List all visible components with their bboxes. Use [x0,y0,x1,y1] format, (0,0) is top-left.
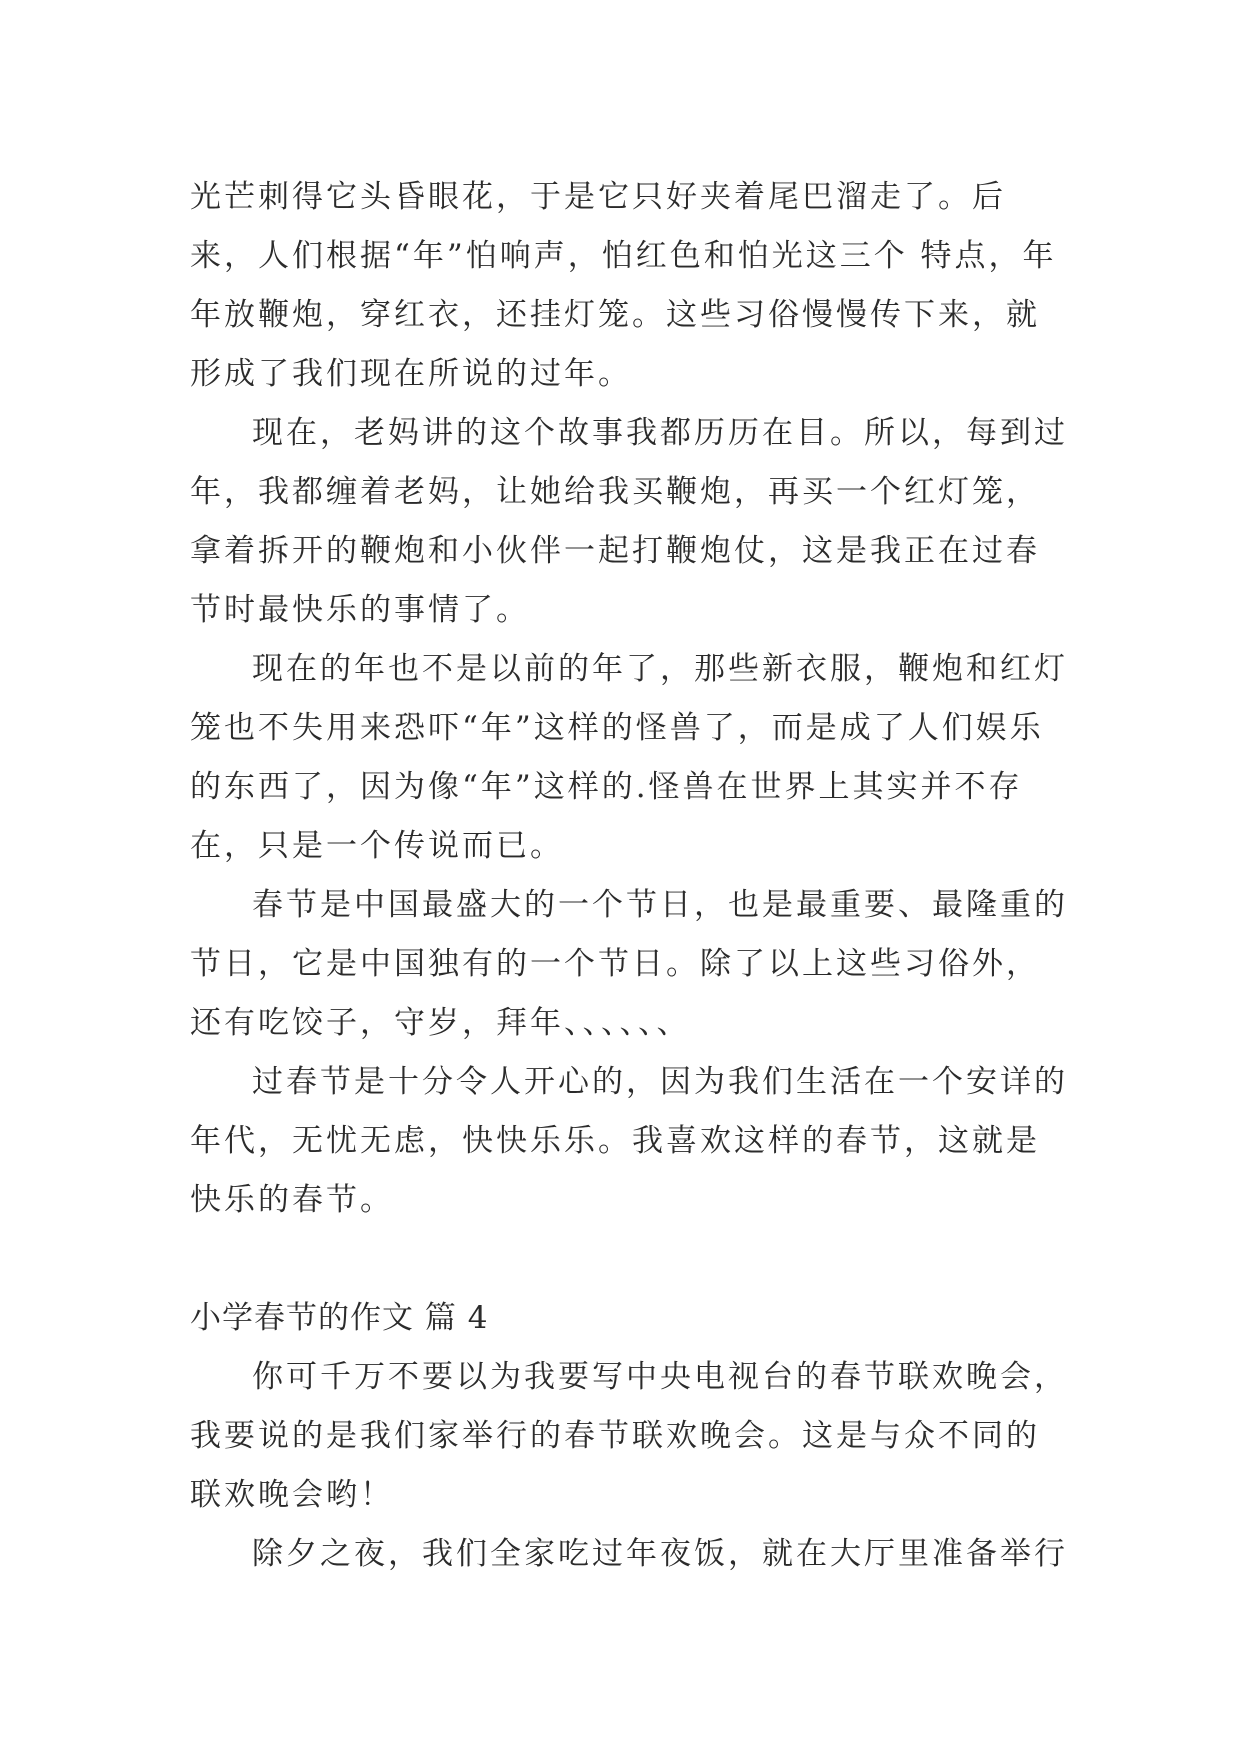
section-heading: 小学春节的作文 篇 4 [190,1300,489,1336]
document-body [190,168,1070,1584]
section-spacer [190,1230,1070,1289]
paragraph-continued: 光芒刺得它头昏眼花，于是它只好夹着尾巴溜走了。后来，人们根据“年”怕响声，怕红色和怕光这三个 特点，年年放鞭炮，穿红衣，还挂灯笼。这些习俗慢慢传下来，就形成了我们现在所说的过年。 [190,179,1057,392]
paragraph: 春节是中国最盛大的一个节日，也是最重要、最隆重的节日，它是中国独有的一个节日。除了以上这些习俗外，还有吃饺子，守岁，拜年、、、、、、 [190,887,1068,1041]
paragraph: 过春节是十分令人开心的，因为我们生活在一个安详的年代，无忧无虑，快快乐乐。我喜欢这样的春节，这就是快乐的春节。 [190,1064,1068,1218]
paragraph: 现在，老妈讲的这个故事我都历历在目。所以，每到过年，我都缠着老妈，让她给我买鞭炮，再买一个红灯笼，拿着拆开的鞭炮和小伙伴一起打鞭炮仗，这是我正在过春节时最快乐的事情了。 [190,415,1068,628]
paragraph: 你可千万不要以为我要写中央电视台的春节联欢晚会，我要说的是我们家举行的春节联欢晚会。这是与众不同的联欢晚会哟！ [190,1359,1068,1513]
paragraph: 现在的年也不是以前的年了，那些新衣服，鞭炮和红灯笼也不失用来恐吓“年”这样的怪兽了，而是成了人们娱乐的东西了，因为像“年”这样的.怪兽在世界上其实并不存在，只是一个传说而已。 [190,651,1068,864]
paragraph: 除夕之夜，我们全家吃过年夜饭，就在大厅里准备举行 [252,1536,1068,1572]
